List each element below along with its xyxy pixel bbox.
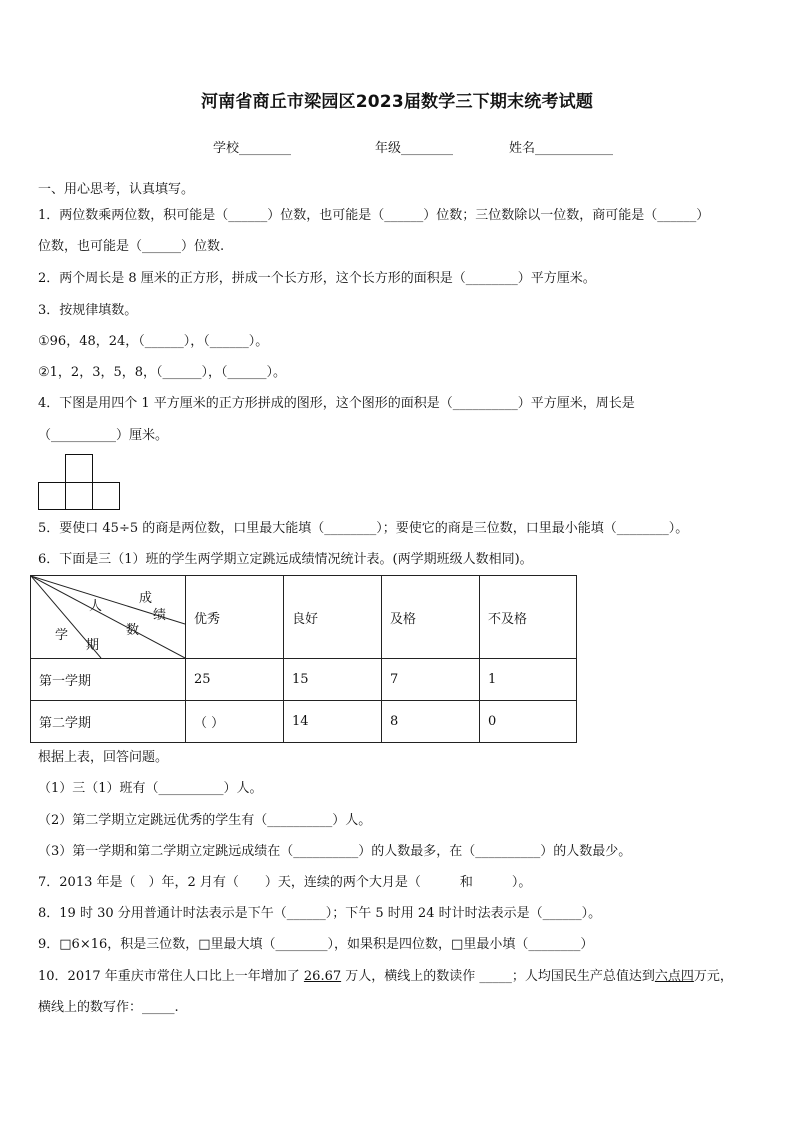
row-label: 第二学期 bbox=[31, 701, 186, 743]
header-label-ren: 人 bbox=[89, 599, 103, 614]
question-7: 7．2013 年是（ ）年，2 月有（ ）天，连续的两个大月是（ 和 ）。 bbox=[38, 875, 532, 890]
table-cell: 8 bbox=[382, 701, 480, 743]
header-label-ji: 绩 bbox=[153, 608, 167, 623]
table-cell: 15 bbox=[284, 659, 382, 701]
header-label-qi: 期 bbox=[86, 638, 100, 653]
row-label: 第一学期 bbox=[31, 659, 186, 701]
question-3-part-1: ①96，48，24，（______），（______）。 bbox=[38, 334, 269, 349]
square-bottom-right bbox=[92, 482, 120, 510]
question-3: 3．按规律填数。 bbox=[38, 303, 138, 318]
square-bottom-left bbox=[38, 482, 66, 510]
four-squares-figure bbox=[38, 454, 120, 510]
table-header-row bbox=[31, 576, 577, 659]
table-cell: 0 bbox=[480, 701, 577, 743]
square-top bbox=[65, 454, 93, 483]
score-table bbox=[30, 575, 577, 743]
question-3-part-2: ②1，2，3，5，8，（______），（______）。 bbox=[38, 365, 287, 380]
question-10-text-middle: 万人，横线上的数读作 _____；人均国民生产总值达到 bbox=[341, 969, 655, 984]
question-10-line-2: 横线上的数写作：_____. bbox=[38, 1000, 179, 1015]
question-5: 5．要使口 45÷5 的商是两位数，口里最大能填（________）；要使它的商是三位数，口里最小能填（________）。 bbox=[38, 521, 689, 536]
column-header: 优秀 bbox=[186, 576, 284, 659]
question-6: 6．下面是三（1）班的学生两学期立定跳远成绩情况统计表。(两学期班级人数相同)。 bbox=[38, 552, 533, 567]
column-header: 不及格 bbox=[480, 576, 577, 659]
question-10-text-end: 万元， bbox=[693, 969, 733, 984]
question-6-part-1: （1）三（1）班有（__________）人。 bbox=[38, 781, 263, 796]
column-header: 及格 bbox=[382, 576, 480, 659]
name-field: 姓名____________ bbox=[509, 141, 614, 156]
header-label-shu: 数 bbox=[126, 623, 140, 638]
question-10-text-start: 10．2017 年重庆市常住人口比上一年增加了 bbox=[38, 969, 304, 984]
question-1-line-2: 位数，也可能是（______）位数. bbox=[38, 239, 225, 254]
school-field: 学校________ bbox=[213, 141, 292, 156]
header-label-xue: 学 bbox=[55, 628, 69, 643]
table-cell: 7 bbox=[382, 659, 480, 701]
diagonal-header-cell bbox=[31, 576, 186, 659]
question-6-part-2: （2）第二学期立定跳远优秀的学生有（__________）人。 bbox=[38, 813, 372, 828]
question-10-line-1 bbox=[38, 968, 733, 986]
column-header: 良好 bbox=[284, 576, 382, 659]
question-6-part-3: （3）第一学期和第二学期立定跳远成绩在（__________）的人数最多，在（__________）的人数最少。 bbox=[38, 844, 632, 859]
table-cell: 1 bbox=[480, 659, 577, 701]
underlined-number: 26.67 bbox=[303, 969, 342, 984]
question-4-line-2: （__________）厘米。 bbox=[38, 428, 169, 443]
square-bottom-middle bbox=[65, 482, 93, 510]
header-label-cheng: 成 bbox=[139, 591, 153, 606]
underlined-word: 六点四 bbox=[654, 969, 694, 984]
question-6-instruction: 根据上表，回答问题。 bbox=[38, 750, 169, 765]
document-title: 河南省商丘市梁园区2023届数学三下期末统考试题 bbox=[200, 92, 594, 112]
table-cell: （ ） bbox=[186, 701, 284, 743]
table-row bbox=[31, 659, 577, 701]
table-row bbox=[31, 701, 577, 743]
section-heading: 一、用心思考，认真填写。 bbox=[38, 182, 195, 197]
question-1-line-1: 1．两位数乘两位数，积可能是（______）位数，也可能是（______）位数；三位数除以一位数，商可能是（______） bbox=[38, 208, 710, 223]
question-2: 2．两个周长是 8 厘米的正方形，拼成一个长方形，这个长方形的面积是（________）平方厘米。 bbox=[38, 271, 596, 286]
question-4-line-1: 4．下图是用四个 1 平方厘米的正方形拼成的图形，这个图形的面积是（__________）平方厘米，周长是 bbox=[38, 396, 635, 411]
question-9: 9．□6×16，积是三位数，□里最大填（________），如果积是四位数，□里最小填（________） bbox=[38, 937, 594, 952]
table-cell: 25 bbox=[186, 659, 284, 701]
question-8: 8．19 时 30 分用普通计时法表示是下午（______）；下午 5 时用 24 时计时法表示是（______）。 bbox=[38, 906, 602, 921]
grade-field: 年级________ bbox=[375, 141, 454, 156]
table-cell: 14 bbox=[284, 701, 382, 743]
